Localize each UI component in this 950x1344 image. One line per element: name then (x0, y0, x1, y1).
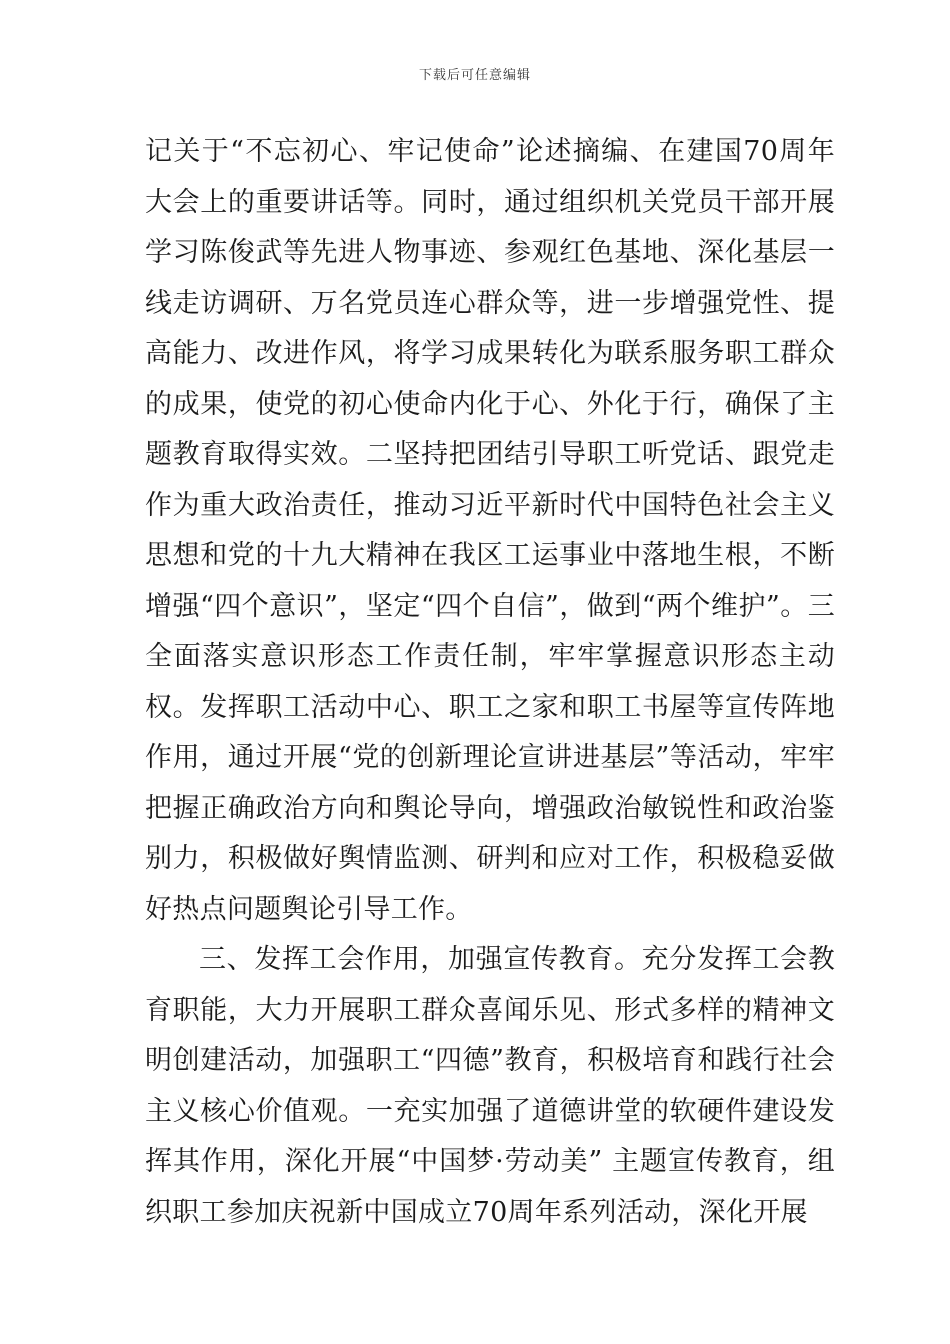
document-body (145, 127, 835, 1238)
paragraph-1: 记关于“不忘初心、牢记使命”论述摘编、在建国70周年大会上的重要讲话等。同时，通过组织机关党员干部开展学习陈俊武等先进人物事迹、参观红色基地、深化基层一线走访调研、万名党员连心群众等，进一步增强党性、提高能力、改进作风，将学习成果转化为联系服务职工群众的成果，使党的初心使命内化于心、外化于行，确保了主题教育取得实效。二坚持把团结引导职工听党话、跟党走作为重大政治责任，推动习近平新时代中国特色社会主义思想和党的十九大精神在我区工运事业中落地生根，不断增强“四个意识”，坚定“四个自信”，做到“两个维护”。三全面落实意识形态工作责任制，牢牢掌握意识形态主动权。发挥职工活动中心、职工之家和职工书屋等宣传阵地作用，通过开展“党的创新理论宣讲进基层”等活动，牢牢把握正确政治方向和舆论导向，增强政治敏锐性和政治鉴别力，积极做好舆情监测、研判和应对工作，积极稳妥做好热点问题舆论引导工作。 (145, 136, 835, 925)
paragraph-2: 三、发挥工会作用，加强宣传教育。充分发挥工会教育职能，大力开展职工群众喜闻乐见、形式多样的精神文明创建活动，加强职工“四德”教育，积极培育和践行社会主义核心价值观。一充实加强了道德讲堂的软硬件建设发挥其作用，深化开展“中国梦·劳动美” 主题宣传教育，组织职工参加庆祝新中国成立70周年系列活动，深化开展 (145, 944, 835, 1228)
page-header-note: 下载后可任意编辑 (418, 68, 531, 83)
